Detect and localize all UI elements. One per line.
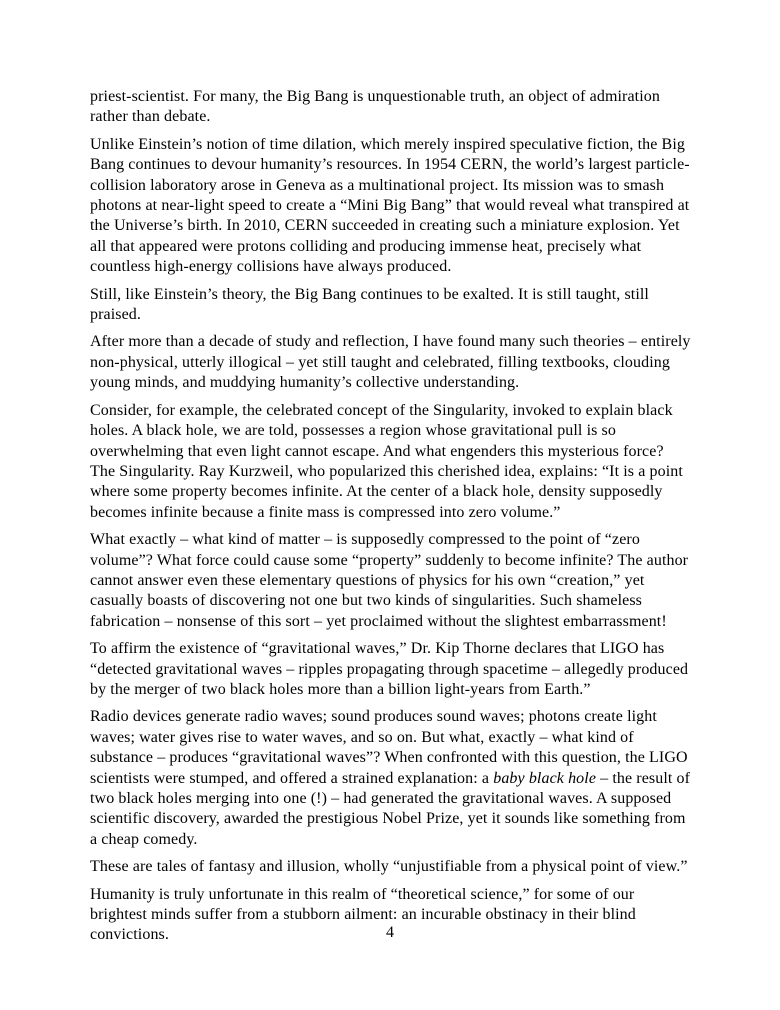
page-number: 4: [386, 924, 394, 941]
paragraph: priest-scientist. For many, the Big Bang is unquestionable truth, an object of admiration rather than debate.: [90, 88, 660, 126]
paragraph: To affirm the existence of “gravitational waves,” Dr. Kip Thorne declares that LIGO has “detected gravitational waves – ripples propagating through spacetime – allegedly produced by the merger of two black holes more than a billion light-years from Earth.”: [90, 640, 689, 698]
paragraph: These are tales of fantasy and illusion, wholly “unjustifiable from a physical point of view.”: [90, 858, 688, 876]
paragraph-segment-italic: baby black hole: [493, 769, 597, 787]
text-body: [90, 87, 692, 953]
paragraph: Consider, for example, the celebrated concept of the Singularity, invoked to explain black holes. A black hole, we are told, possesses a region whose gravitational pull is so overwhelming that even light cannot escape. And what engenders this mysterious force? The Singularity. Ray Kurzweil, who popularized this cherished idea, explains: “It is a point where some property becomes infinite. At the center of a black hole, density supposedly becomes infinite because a finite mass is compressed into zero volume.”: [90, 401, 683, 521]
paragraph-segment: – the result of two black holes merging into one (!) – had generated the gravitational waves. A supposed scientific discovery, awarded the prestigious Nobel Prize, yet it sounds like something from a cheap comedy.: [90, 769, 691, 848]
paragraph: [90, 707, 692, 850]
paragraph: What exactly – what kind of matter – is supposedly compressed to the point of “zero volume”? What force could cause some “property” suddenly to become infinite? The author cannot answer even these elementary questions of physics for his own “creation,” yet casually boasts of discovering not one but two kinds of singularities. Such shameless fabrication – nonsense of this sort – yet proclaimed without the slightest embarrassment!: [90, 531, 689, 630]
paragraph: After more than a decade of study and reflection, I have found many such theories – entirely non-physical, utterly illogical – yet still taught and celebrated, filling textbooks, clouding young minds, and muddying humanity’s collective understanding.: [90, 333, 691, 392]
paragraph-segment: Radio devices generate radio waves; sound produces sound waves; photons create light waves; water gives rise to water waves, and so on. But what, exactly – what kind of substance – produces “gravitational waves”? When confronted with this question, the LIGO scientists were stumped, and offered a strained explanation: a: [90, 708, 688, 787]
paragraph: Humanity is truly unfortunate in this realm of “theoretical science,” for some of our brightest minds suffer from a stubborn ailment: an incurable obstinacy in their blind convictions.: [90, 885, 636, 944]
paragraph: Unlike Einstein’s notion of time dilation, which merely inspired speculative fiction, the Big Bang continues to devour humanity’s resources. In 1954 CERN, the world’s largest particle-collision laboratory arose in Geneva as a multinational project. Its mission was to smash photons at near-light speed to create a “Mini Big Bang” that would reveal what transpired at the Universe’s birth. In 2010, CERN succeeded in creating such a miniature explosion. Yet all that appeared were protons colliding and producing immense heat, precisely what countless high-energy collisions have always produced.: [90, 135, 690, 276]
paragraph: Still, like Einstein’s theory, the Big Bang continues to be exalted. It is still taught, still praised.: [90, 285, 649, 324]
